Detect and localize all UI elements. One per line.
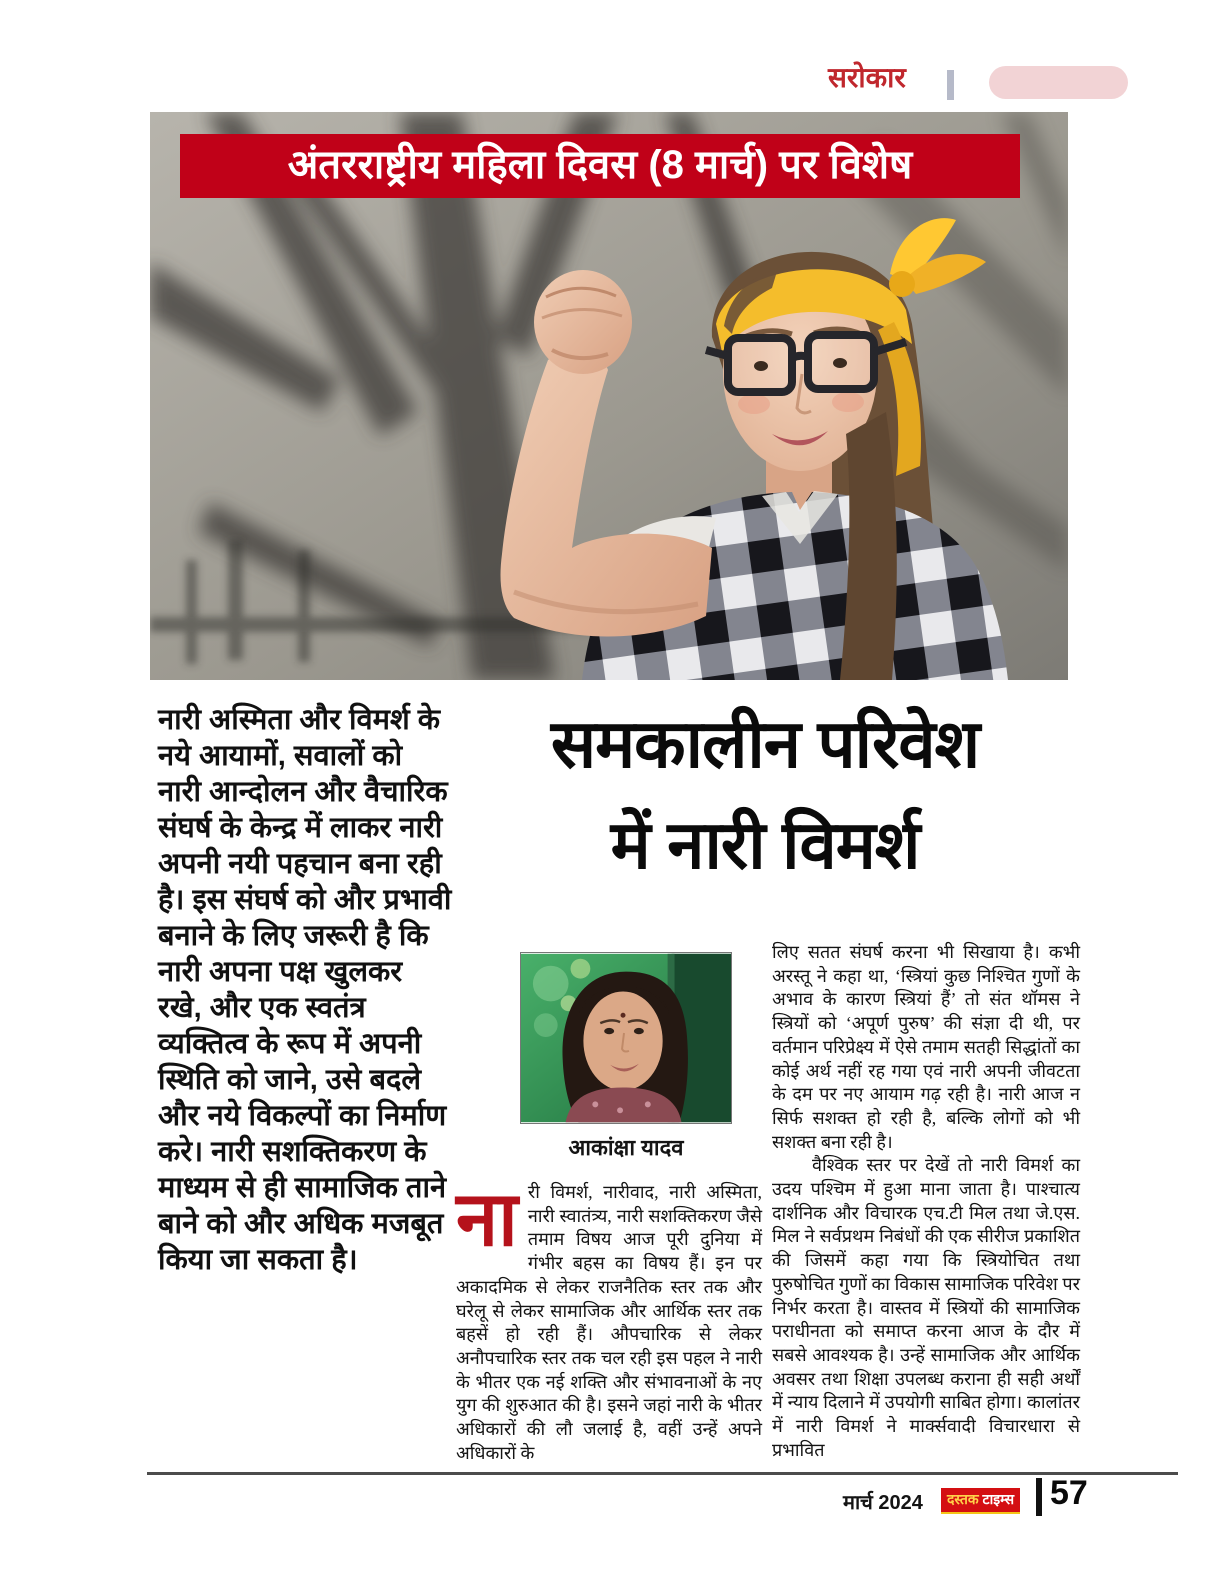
hero-photo bbox=[150, 112, 1068, 680]
footer-date: मार्च 2024 bbox=[843, 1492, 923, 1514]
body-text-col2-para2: वैश्विक स्तर पर देखें तो नारी विमर्श का उदय पश्चिम में हुआ माना जाता है। पाश्चात्य दार्शनिक और विचारक एच.टी मिल तथा जे.एस. मिल ने सर्वप्रथम निबंधों की एक सीरीज प्रकाशित की जिसमें कहा गया कि स्त्रियोचित तथा पुरुषोचित गुणों का विकास सामाजिक परिवेश पर निर्भर करता है। वास्तव में स्त्रियों की सामाजिक पराधीनता को समाप्त करना आज के दौर में सबसे आवश्यक है। उन्हें सामाजिक और आर्थिक अवसर तथा शिक्षा उपलब्ध कराना ही सही अर्थों में न्याय दिलाने में उपयोगी साबित होगा। कालांतर में नारी विमर्श ने मार्क्सवादी विचारधारा से प्रभावित bbox=[772, 1155, 1080, 1460]
drop-cap: ना bbox=[456, 1177, 518, 1262]
body-text-col1: री विमर्श, नारीवाद, नारी अस्मिता, नारी स्वातंत्र्य, नारी सशक्तिकरण जैसे तमाम विषय आज पूरी दुनिया में गंभीर बहस का विषय हैं। इन पर अकादमिक से लेकर राजनैतिक स्तर तक और घरेलू से लेकर सामाजिक और आर्थिक स्तर तक बहसें हो रही हैं। औपचारिक से लेकर अनौपचारिक स्तर तक चल रही इस पहल ने नारी के भीतर एक नई शक्ति और संभावनाओं के नए युग की शुरुआत की है। इसने जहां नारी के भीतर अधिकारों की लौ जलाई है, वहीं उन्हें अपने अधिकारों के bbox=[456, 1182, 762, 1463]
author-photo bbox=[520, 952, 732, 1124]
page-number: 57 bbox=[1050, 1474, 1088, 1512]
header-divider bbox=[947, 70, 954, 100]
logo-word-1: दस्तक bbox=[947, 1491, 979, 1507]
body-column-2 bbox=[772, 941, 1080, 1462]
headline-line-2: में नारी विमर्श bbox=[610, 808, 920, 883]
glasses bbox=[706, 335, 906, 392]
footer-divider-bar bbox=[1036, 1478, 1042, 1516]
footer-rule bbox=[147, 1472, 1178, 1475]
article-headline bbox=[448, 694, 1082, 896]
header-pill-decoration bbox=[989, 66, 1128, 99]
headline-line-1: समकालीन परिवेश bbox=[550, 707, 980, 782]
hero-banner: अंतरराष्ट्रीय महिला दिवस (8 मार्च) पर विशेष bbox=[180, 134, 1020, 198]
body-text-col2-para1: लिए सतत संघर्ष करना भी सिखाया है। कभी अरस्तू ने कहा था, ‘स्त्रियां कुछ निश्चित गुणों के अभाव के कारण स्त्रियां हैं’ तो संत थॉमस ने स्त्रियों को ‘अपूर्ण पुरुष’ की संज्ञा दी थी, पर वर्तमान परिप्रेक्ष्य में ऐसे तमाम सतही सिद्धांतों का कोई अर्थ नहीं रह गया एवं नारी अपनी जीवटता के दम पर नए आयाम गढ़ रही है। नारी आज न सिर्फ सशक्त हो रही है, बल्कि लोगों को भी सशक्त बना रही है। bbox=[772, 942, 1080, 1152]
body-column-1 bbox=[456, 1177, 762, 1465]
logo-word-2: टाइम्स bbox=[982, 1491, 1015, 1507]
magazine-logo bbox=[941, 1488, 1020, 1514]
author-photo-illustration bbox=[521, 953, 731, 1123]
section-label: सरोकार bbox=[828, 62, 906, 93]
author-name: आकांक्षा यादव bbox=[568, 1135, 684, 1160]
pull-quote: नारी अस्मिता और विमर्श के नये आयामों, सवालों को नारी आन्दोलन और वैचारिक संघर्ष के केन्द्र में लाकर नारी अपनी नयी पहचान बना रही है। इस संघर्ष को और प्रभावी बनाने के लिए जरूरी है कि नारी अपना पक्ष खुलकर रखे, और एक स्वतंत्र व्यक्तित्व के रूप में अपनी स्थिति को जाने, उसे बदले और नये विकल्पों का निर्माण करे। नारी सशक्तिकरण के माध्यम से ही सामाजिक ताने बाने को और अधिक मजबूत किया जा सकता है। bbox=[158, 704, 452, 1276]
